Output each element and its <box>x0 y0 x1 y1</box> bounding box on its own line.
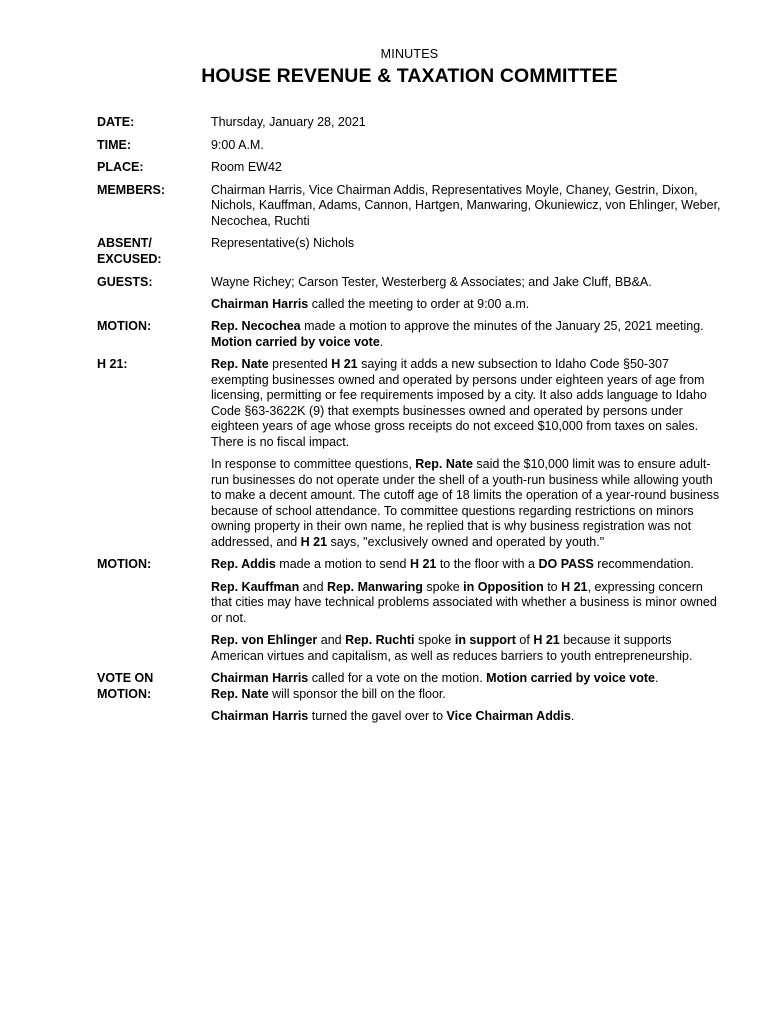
gavel-row <box>97 709 722 725</box>
call-to-order-text: Chairman Harris called the meeting to order at 9:00 a.m. <box>211 296 530 311</box>
date-value: Thursday, January 28, 2021 <box>211 115 366 129</box>
minutes-document <box>97 47 722 725</box>
h21-questions: In response to committee questions, Rep. Nate said the $10,000 limit was to ensure adult-run businesses do not operate under the shell of a youth-run business while allowing youth to make a decent amount. The cutoff age of 18 limits the operation of a year-round business because of school attendance. To committee questions regarding restrictions on minors owning property in their own name, he replied that is why business registration was not addressed, and H 21 says, "exclusively owned and operated by youth." <box>211 457 720 549</box>
motion1-text: Rep. Necochea made a motion to approve the minutes of the January 25, 2021 meeting. Motion carried by voice vote. <box>211 319 704 349</box>
members-row <box>97 183 722 230</box>
vote-text: Chairman Harris called for a vote on the motion. Motion carried by voice vote. <box>211 671 659 685</box>
place-value: Room EW42 <box>211 160 282 174</box>
minutes-body <box>97 115 722 725</box>
document-kicker: MINUTES <box>380 47 439 61</box>
vote-result: Motion carried by voice vote <box>486 671 655 685</box>
motion2-text: Rep. Addis made a motion to send H 21 to the floor with a DO PASS recommendation. <box>211 557 694 571</box>
absent-row <box>97 236 722 267</box>
h21-row <box>97 357 722 550</box>
members-value: Chairman Harris, Vice Chairman Addis, Representatives Moyle, Chaney, Gestrin, Dixon, Nichols, Kauffman, Adams, Cannon, Hartgen, Manwaring, Okuniewicz, von Ehlinger, Weber, Necochea, Ruchti <box>211 182 721 228</box>
h21-presentation: Rep. Nate presented H 21 saying it adds a new subsection to Idaho Code §50-307 exempting businesses owned and operated by persons under eighteen years of age from licensing, permitting or fee requirements imposed by a city. It also adds language to Idaho Code §63-3622K (9) that exempts businesses owned and operated by persons under eighteen years of age whose gross receipts do not exceed $10,000 from taxes on sales. There is no fiscal impact. <box>211 357 707 449</box>
motion2-label: MOTION: <box>97 557 152 571</box>
committee-title: HOUSE REVENUE & TAXATION COMMITTEE <box>201 65 618 87</box>
place-row <box>97 160 722 176</box>
sponsor-text: Rep. Nate will sponsor the bill on the floor. <box>211 686 446 701</box>
gavel-text: Chairman Harris turned the gavel over to Vice Chairman Addis. <box>211 709 575 723</box>
time-row <box>97 138 722 154</box>
guests-row <box>97 275 722 291</box>
vote-row <box>97 671 722 702</box>
members-label: MEMBERS: <box>97 182 166 197</box>
guests-label: GUESTS: <box>97 275 153 289</box>
date-row <box>97 115 722 131</box>
motion1-row <box>97 319 722 350</box>
time-value: 9:00 A.M. <box>211 137 264 152</box>
call-to-order-row <box>97 297 722 313</box>
guests-value: Wayne Richey; Carson Tester, Westerberg & Associates; and Jake Cluff, BB&A. <box>211 275 652 289</box>
absent-value: Representative(s) Nichols <box>211 236 355 250</box>
motion1-result: Motion carried by voice vote <box>211 334 380 349</box>
motion1-label: MOTION: <box>97 319 152 333</box>
h21-label: H 21: <box>97 357 128 371</box>
absent-label <box>97 236 211 267</box>
opposition-text: Rep. Kauffman and Rep. Manwaring spoke in Opposition to H 21, expressing concern that cities may have technical problems associated with whether a business is minor owned or not. <box>211 579 717 625</box>
absent-label-line2: EXCUSED: <box>97 251 162 266</box>
vote-label: VOTE ON MOTION: <box>97 671 154 701</box>
absent-label-line1: ABSENT/ <box>97 236 152 250</box>
support-text: Rep. von Ehlinger and Rep. Ruchti spoke in support of H 21 because it supports American virtues and capitalism, as well as reduces barriers to youth entrepreneurship. <box>211 633 693 663</box>
chairman-name: Chairman Harris <box>211 296 309 311</box>
place-label: PLACE: <box>97 160 144 174</box>
motion2-row <box>97 557 722 664</box>
date-label: DATE: <box>97 115 135 129</box>
time-label: TIME: <box>97 137 132 152</box>
